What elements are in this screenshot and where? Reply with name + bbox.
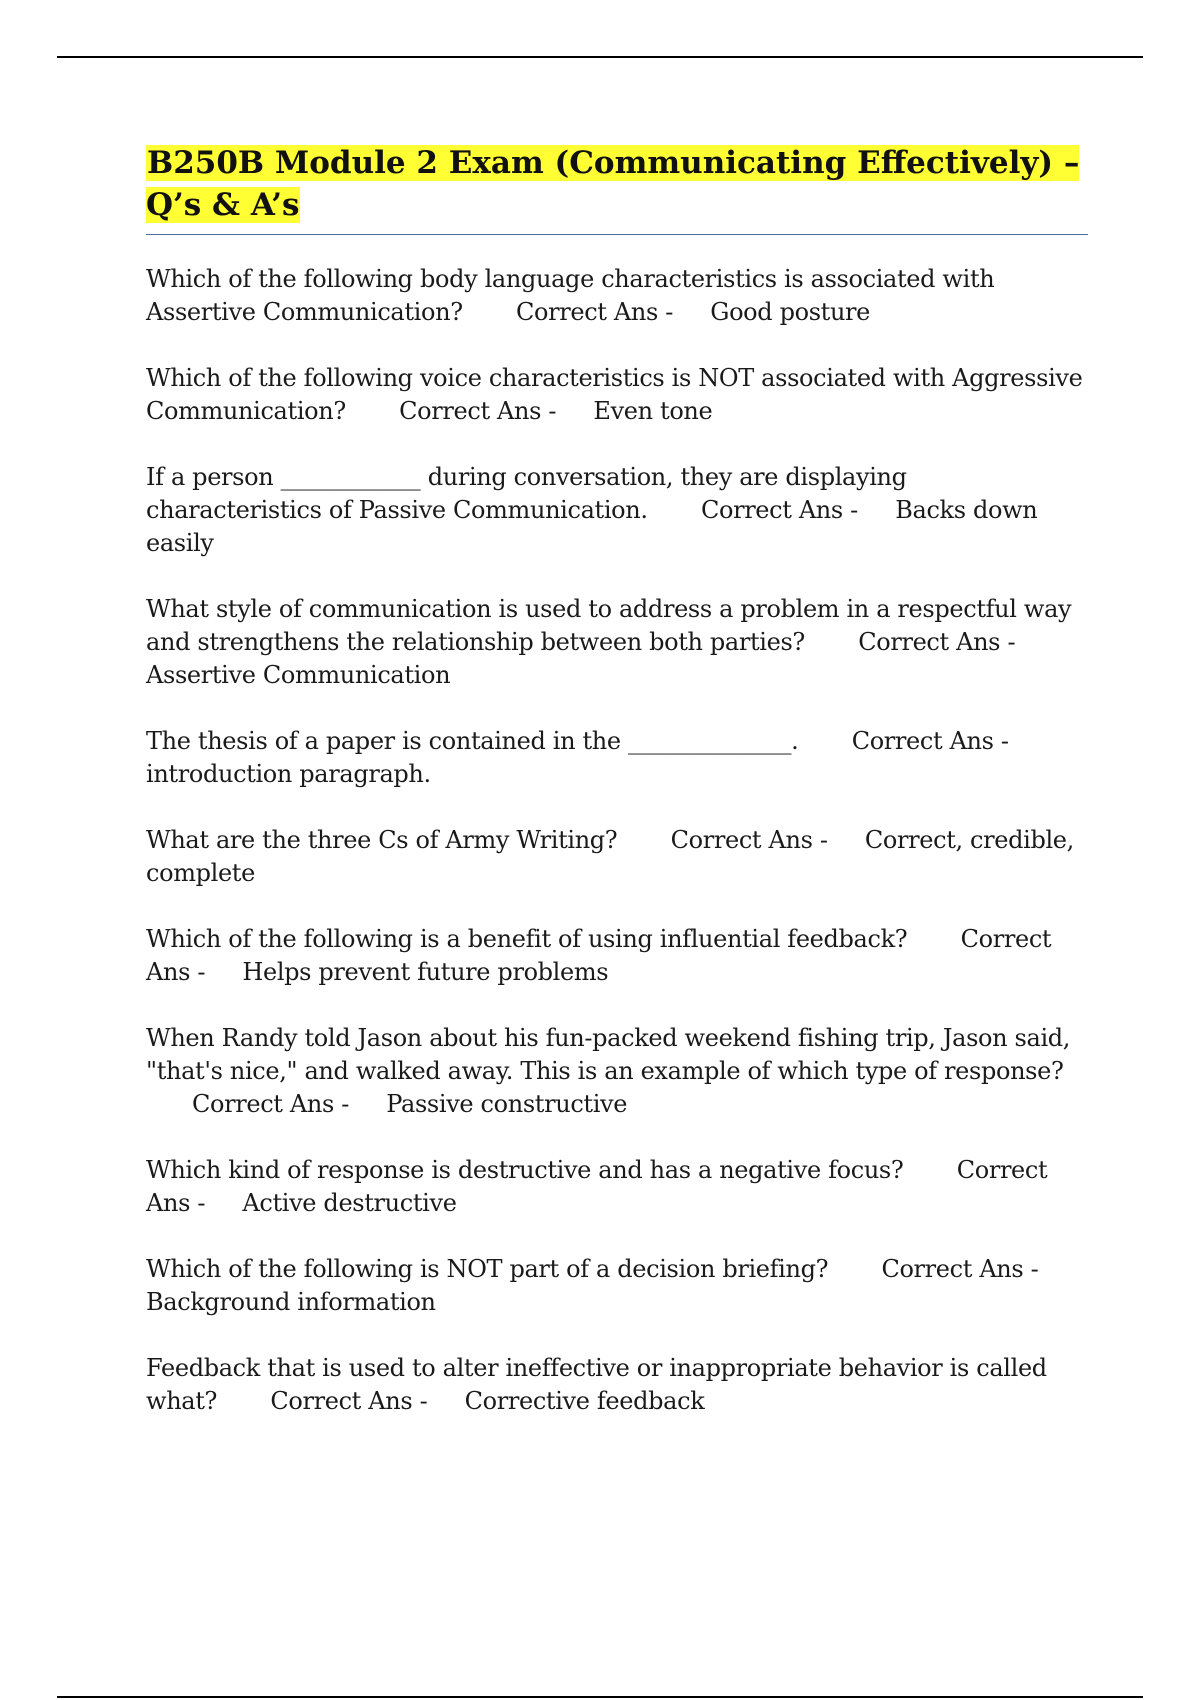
answer-label: Correct Ans xyxy=(881,1255,1024,1283)
question-text: What are the three Cs of Army Writing? xyxy=(146,826,618,854)
title-block xyxy=(146,142,1088,235)
qa-item xyxy=(146,1253,1088,1319)
answer-separator: - xyxy=(819,826,828,854)
answer-text: Backs down easily xyxy=(146,496,1038,557)
answer-text: Corrective feedback xyxy=(464,1387,705,1415)
answer-text: Assertive Communication xyxy=(146,661,451,689)
answer-separator: - xyxy=(850,496,858,524)
answer-separator: - xyxy=(1030,1255,1039,1283)
qa-item xyxy=(146,1154,1088,1220)
answer-label: Correct Ans xyxy=(858,628,1001,656)
answer-text: Good posture xyxy=(710,298,871,326)
answer-text: Active destructive xyxy=(242,1189,457,1217)
answer-text: Background information xyxy=(146,1288,436,1316)
qa-item xyxy=(146,263,1088,329)
answer-text: introduction paragraph. xyxy=(146,760,431,788)
question-text: Feedback that is used to alter ineffective or inappropriate behavior is called what? xyxy=(146,1354,1047,1415)
answer-separator: - xyxy=(1007,628,1016,656)
document-body xyxy=(146,142,1088,1451)
answer-text: Even tone xyxy=(593,397,713,425)
question-text: Which of the following is a benefit of using influential feedback? xyxy=(146,925,908,953)
qa-item xyxy=(146,725,1088,791)
qa-item xyxy=(146,593,1088,692)
question-text: Which of the following body language characteristics is associated with Assertive Communication? xyxy=(146,265,995,326)
title-highlight: B250B Module 2 Exam (Communicating Effectively) – Q’s & A’s xyxy=(146,145,1080,223)
answer-separator: - xyxy=(197,1189,206,1217)
answer-label: Correct Ans xyxy=(192,1090,334,1118)
question-text: When Randy told Jason about his fun-packed weekend fishing trip, Jason said, "that's nice," and walked away. This is an example of which type of response? xyxy=(146,1024,1071,1085)
answer-label: Correct Ans xyxy=(516,298,658,326)
answer-separator: - xyxy=(197,958,206,986)
answer-label: Correct Ans xyxy=(270,1387,413,1415)
answer-label: Correct Ans xyxy=(670,826,813,854)
answer-text: Correct, credible, complete xyxy=(146,826,1074,887)
answer-separator: - xyxy=(548,397,557,425)
qa-list xyxy=(146,263,1088,1418)
qa-item xyxy=(146,1022,1088,1121)
qa-item xyxy=(146,1352,1088,1418)
answer-separator: - xyxy=(1000,727,1009,755)
answer-separator: - xyxy=(665,298,673,326)
qa-item xyxy=(146,923,1088,989)
answer-text: Passive constructive xyxy=(386,1090,628,1118)
question-text: Which kind of response is destructive and has a negative focus? xyxy=(146,1156,904,1184)
document-title xyxy=(146,142,1088,226)
answer-text: Helps prevent future problems xyxy=(242,958,609,986)
question-text: If a person ____________ during conversation, they are displaying characteristics of Passive Communication. xyxy=(146,463,907,524)
page-footer-rule xyxy=(57,1696,1143,1698)
answer-label: Correct Ans xyxy=(146,925,1052,986)
answer-separator: - xyxy=(341,1090,349,1118)
qa-item xyxy=(146,461,1088,560)
question-text: What style of communication is used to address a problem in a respectful way and strengthens the relationship between both parties? xyxy=(146,595,1072,656)
answer-label: Correct Ans xyxy=(399,397,542,425)
answer-label: Correct Ans xyxy=(146,1156,1048,1217)
answer-label: Correct Ans xyxy=(851,727,994,755)
question-text: Which of the following is NOT part of a decision briefing? xyxy=(146,1255,829,1283)
answer-separator: - xyxy=(419,1387,428,1415)
qa-item xyxy=(146,362,1088,428)
question-text: Which of the following voice characteristics is NOT associated with Aggressive Communication? xyxy=(146,364,1083,425)
qa-item xyxy=(146,824,1088,890)
question-text: The thesis of a paper is contained in the ______________. xyxy=(146,727,799,755)
page-header-rule xyxy=(57,56,1143,58)
answer-label: Correct Ans xyxy=(700,496,843,524)
